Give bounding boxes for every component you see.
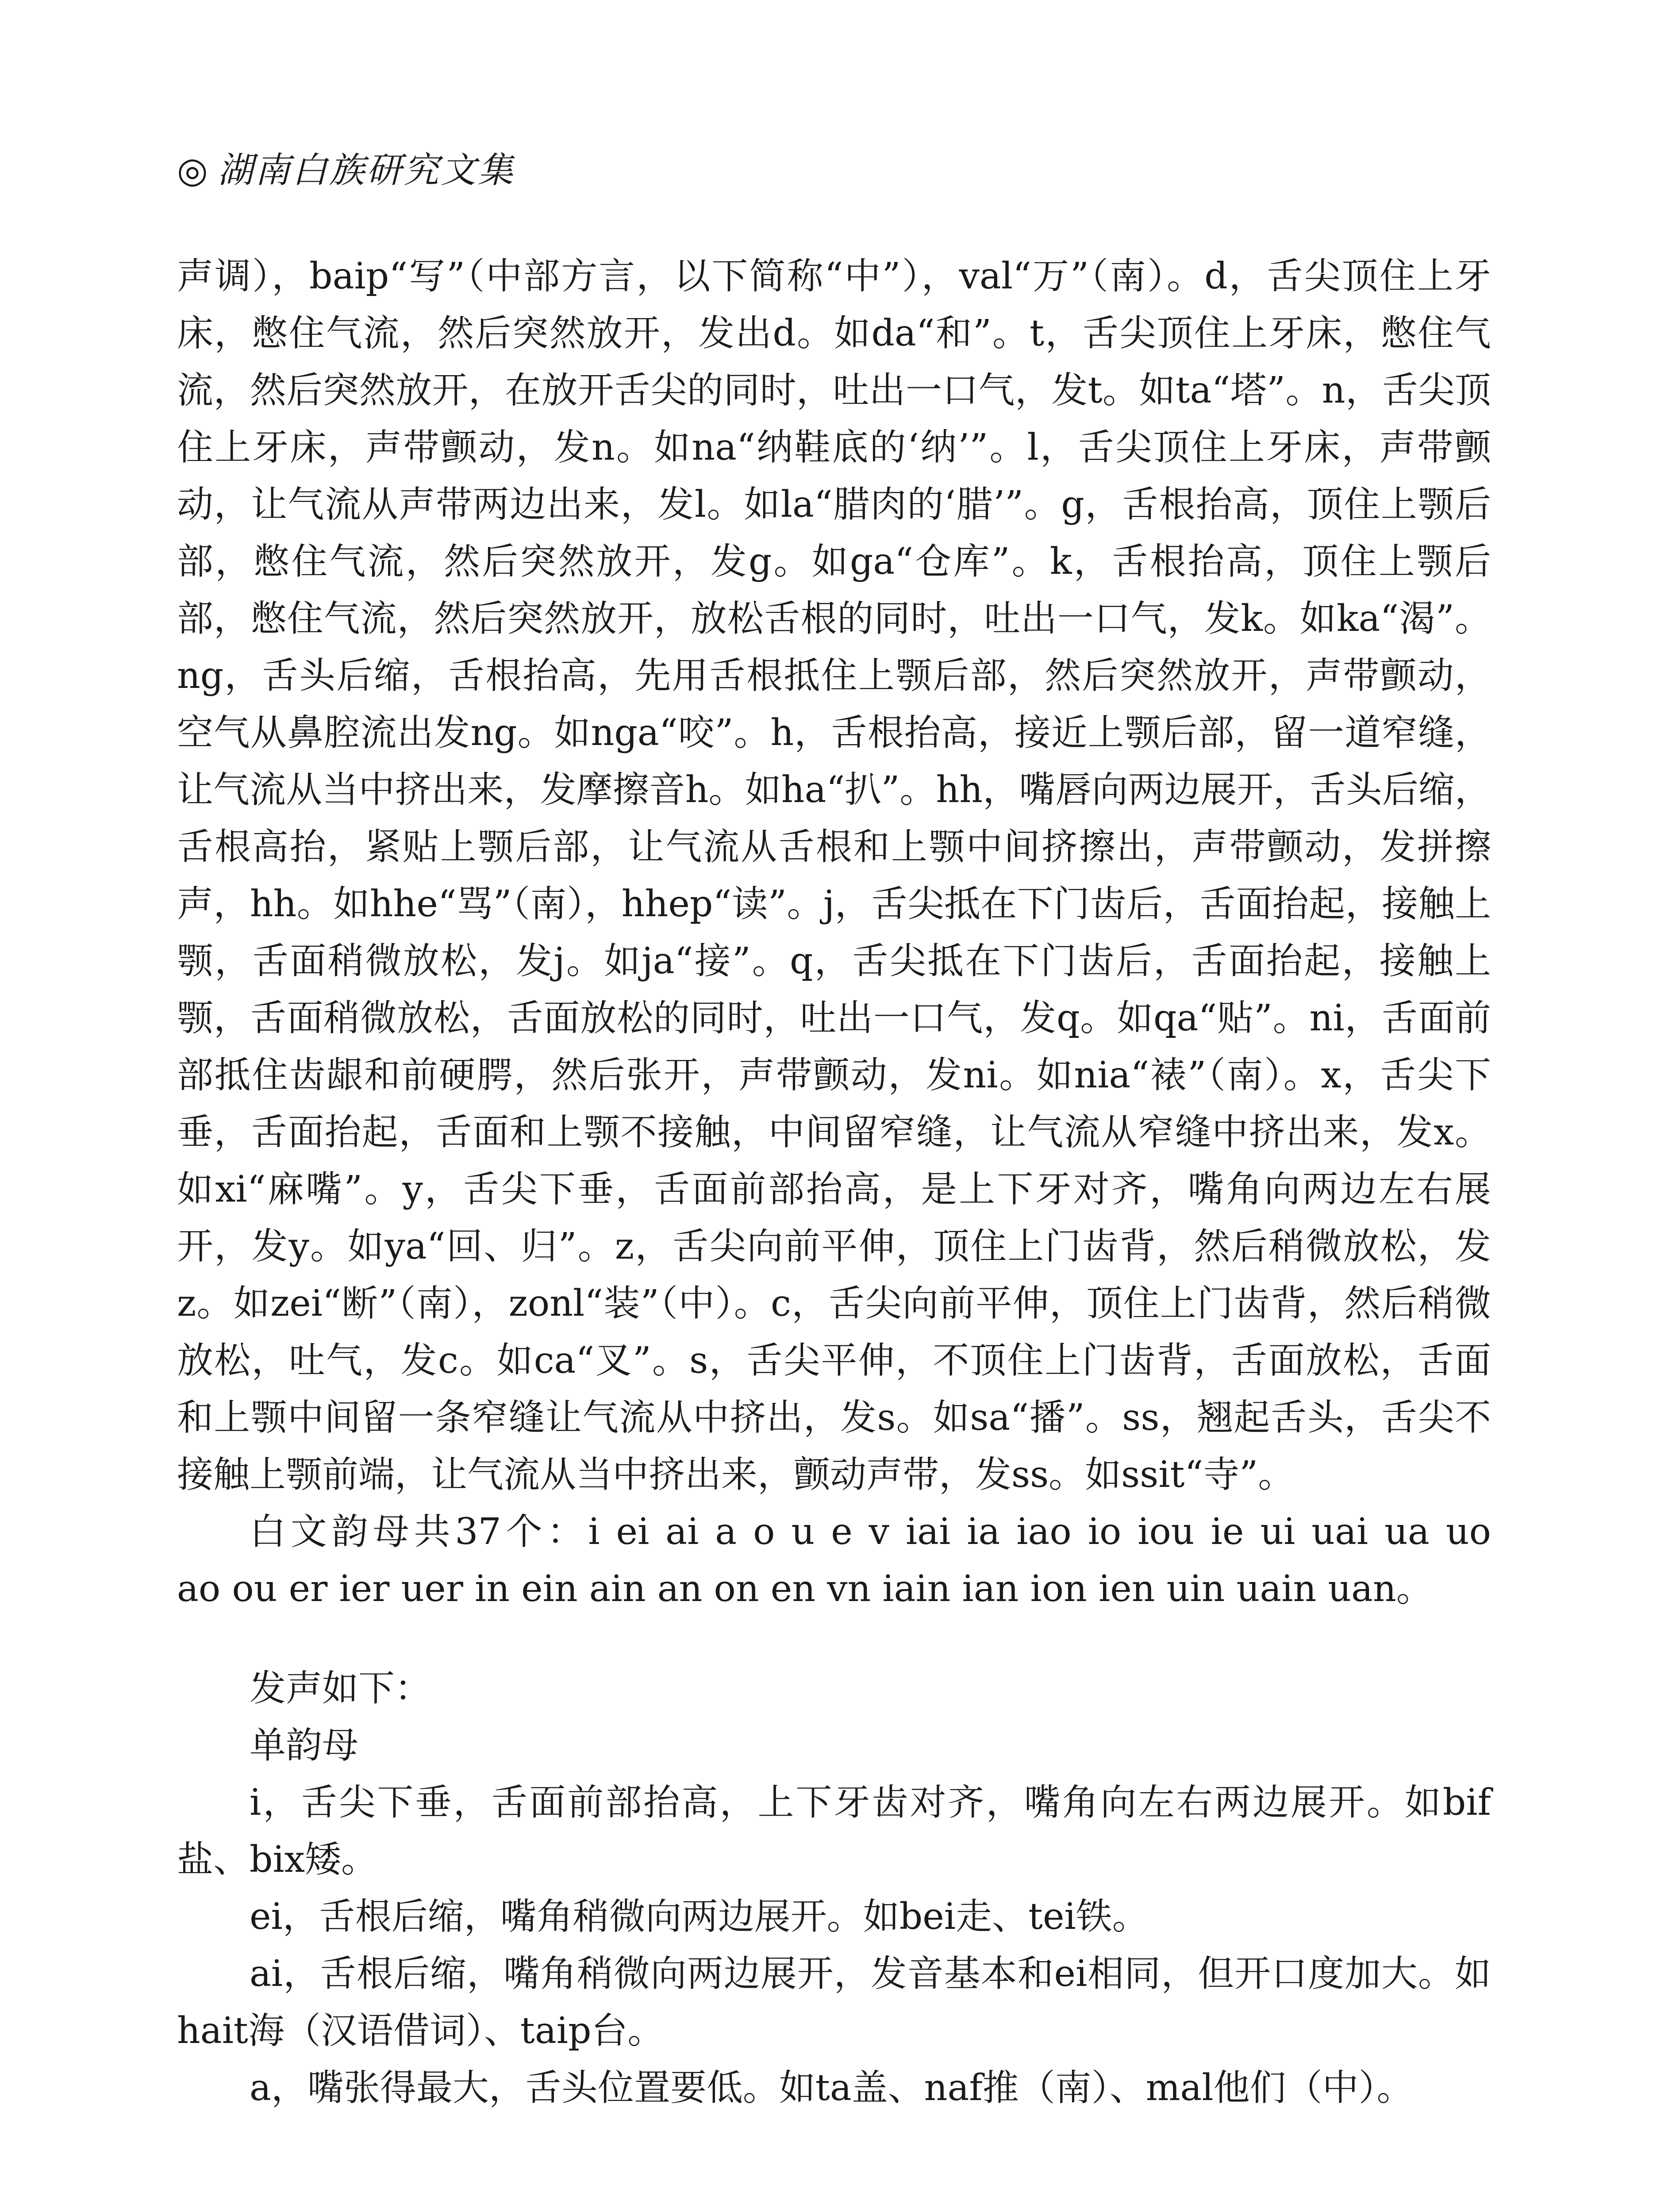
initials-paragraph: 声调），baip“写”（中部方言，以下简称“中”），val“万”（南）。d，舌尖顶住上牙床，憋住气流，然后突然放开，发出d。如da“和”。t，舌尖顶住上牙床，憋住气流，然后突然放开，在放开舌尖的同时，吐出一口气，发t。如ta“塔”。n，舌尖顶住上牙床，声带颤动，发n。如na“纳鞋底的‘纳’”。l，舌尖顶住上牙床，声带颤动，让气流从声带两边出来，发l。如la“腊肉的‘腊’”。g，舌根抬高，顶住上颚后部，憋住气流，然后突然放开，发g。如ga“仓库”。k，舌根抬高，顶住上颚后部，憋住气流，然后突然放开，放松舌根的同时，吐出一口气，发k。如ka“渴”。ng，舌头后缩，舌根抬高，先用舌根抵住上颚后部，然后突然放开，声带颤动，空气从鼻腔流出发ng。如nga“咬”。h，舌根抬高，接近上颚后部，留一道窄缝，让气流从当中挤出来，发摩擦音h。如ha“扒”。hh，嘴唇向两边展开，舌头后缩，舌根高抬，紧贴上颚后部，让气流从舌根和上颚中间挤擦出，声带颤动，发拼擦声，hh。如hhe“骂”（南），hhep“读”。j，舌尖抵在下门齿后，舌面抬起，接触上颚，舌面稍微放松，发j。如ja“接”。q，舌尖抵在下门齿后，舌面抬起，接触上颚，舌面稍微放松，舌面放松的同时，吐出一口气，发q。如qa“贴”。ni，舌面前部抵住齿龈和前硬腭，然后张开，声带颤动，发ni。如nia“裱”（南）。x，舌尖下垂，舌面抬起，舌面和上颚不接触，中间留窄缝，让气流从窄缝中挤出来，发x。如xi“麻嘴”。y，舌尖下垂，舌面前部抬高，是上下牙对齐，嘴角向两边左右展开，发y。如ya“回、归”。z，舌尖向前平伸，顶住上门齿背，然后稍微放松，发z。如zei“断”（南），zonl“装”（中）。c，舌尖向前平伸，顶住上门齿背，然后稍微放松，吐气，发c。如ca“叉”。s，舌尖平伸，不顶住上门齿背，舌面放松，舌面和上颚中间留一条窄缝让气流从中挤出，发s。如sa“播”。ss，翘起舌头，舌尖不接触上颚前端，让气流从当中挤出来，颤动声带，发ss。如ssit“寺”。 (177, 255, 1491, 1496)
vowel-i-paragraph: i，舌尖下垂，舌面前部抬高，上下牙齿对齐，嘴角向左右两边展开。如bif盐、bix矮。 (177, 1782, 1491, 1881)
vowel-a-paragraph: a，嘴张得最大，舌头位置要低。如ta盖、naf推（南）、mal他们（中）。 (250, 2067, 1413, 2109)
header-symbol-icon: ◎ (177, 150, 210, 191)
running-header (177, 146, 515, 195)
page-body (177, 248, 1491, 2116)
pronunciation-heading: 发声如下： (250, 1667, 431, 1709)
finals-list-line-2: ao ou er ier uer in ein ain an on en vn iain ian ion ien uin uain uan。 (177, 1568, 1433, 1610)
vowel-ai-paragraph: ai，舌根后缩，嘴角稍微向两边展开，发音基本和ei相同，但开口度加大。如hait海（汉语借词）、taip台。 (177, 1953, 1491, 2052)
section-gap (177, 1617, 1491, 1660)
book-title: 湖南白族研究文集 (217, 150, 515, 191)
finals-list-line-1: 白文韵母共37个：i ei ai a o u e v iai ia iao io iou ie ui uai ua uo (250, 1511, 1491, 1553)
vowel-ei-paragraph: ei，舌根后缩，嘴角稍微向两边展开。如bei走、tei铁。 (250, 1896, 1149, 1938)
single-finals-heading: 单韵母 (250, 1724, 359, 1767)
